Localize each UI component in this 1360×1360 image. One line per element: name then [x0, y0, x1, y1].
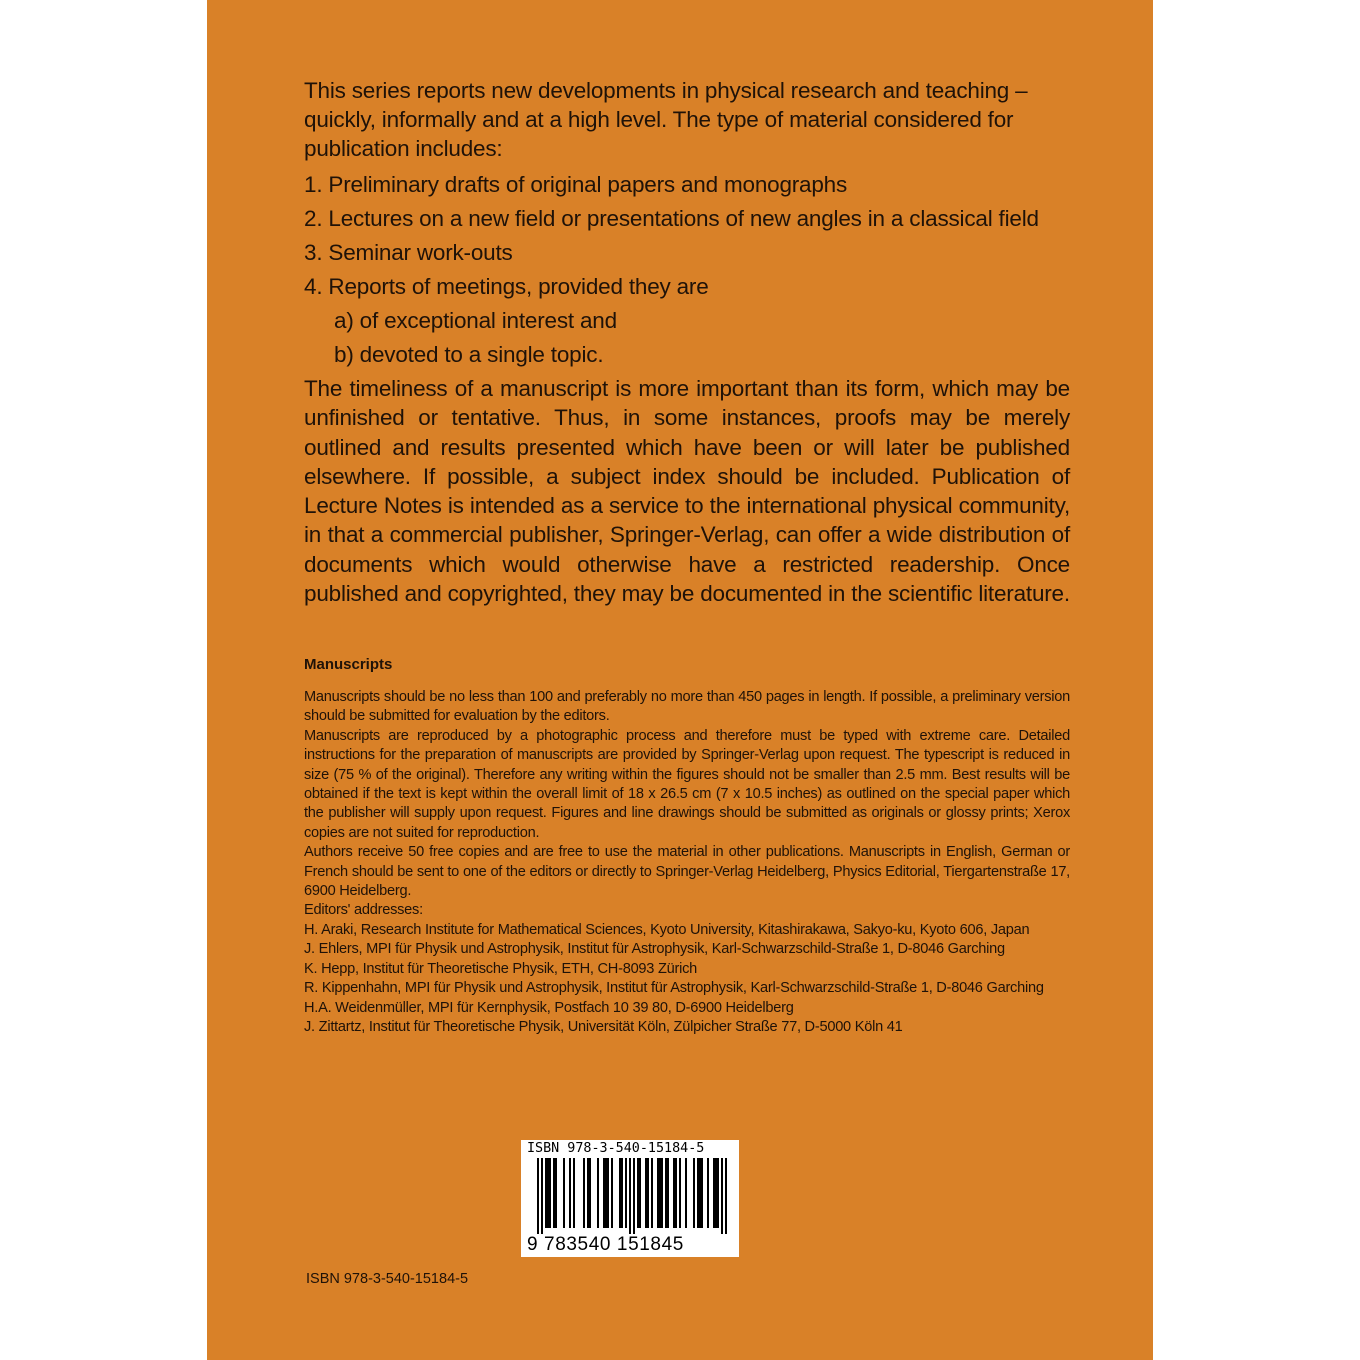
barcode-bar [605, 1158, 607, 1228]
editor-address: H. Araki, Research Institute for Mathematical Sciences, Kyoto University, Kitashirakawa, Sakyo-ku, Kyoto 606, Japan [304, 921, 1030, 938]
editor-address: R. Kippenhahn, MPI für Physik und Astrophysik, Institut für Astrophysik, Karl-Schwarzschild-Straße 1, D-8046 Garching [304, 980, 1044, 997]
barcode-bar [701, 1158, 703, 1228]
manuscripts-paragraph: Manuscripts are reproduced by a photographic process and therefore must be typed with extreme care. Detailed instructions for the preparation of manuscripts are provided by Springer-Verlag upon request. The typescript is reduced in size (75 % of the original). Therefore any writing within the figures should not be smaller than 2.5 mm. Best results will be obtained if the text is kept within the overall limit of 18 x 26.5 cm (7 x 10.5 inches) as outlined on the special paper which the publisher will supply upon request. Figures and line drawings should be submitted as originals or glossy prints; Xerox copies are not suited for reproduction. [304, 727, 1070, 841]
isbn-footer: ISBN 978-3-540-15184-5 [306, 1271, 469, 1287]
barcode-bar [553, 1158, 555, 1228]
manuscripts-paragraph: Authors receive 50 free copies and are free to use the material in other publications. Manuscripts in English, German or French should be sent to one of the editors or directly to Springer-Verlag Heidelberg, Physics Editorial, Tiergartenstraße 17, 6900 Heidelberg. [304, 844, 1070, 900]
barcode-bar [685, 1158, 687, 1228]
barcode-bar [541, 1158, 543, 1234]
barcode-bar [713, 1158, 715, 1228]
list-item: 3. Seminar work-outs [304, 240, 513, 265]
barcode-bar [589, 1158, 591, 1228]
barcode-bar [611, 1158, 613, 1228]
barcode-bar [547, 1158, 549, 1228]
barcode-bar [619, 1158, 621, 1228]
barcode-bar [725, 1158, 727, 1234]
editor-address: K. Hepp, Institut für Theoretische Physik, ETH, CH-8093 Zürich [304, 960, 698, 977]
barcode-bar [621, 1158, 623, 1228]
barcode-bar [647, 1158, 649, 1228]
barcode-bar [569, 1158, 571, 1228]
barcode-bar [549, 1158, 551, 1228]
barcode-bar [693, 1158, 695, 1228]
intro-paragraph: This series reports new developments in physical research and teaching – quickly, informally and at a high level. The type of material considered for publication includes: [304, 78, 1028, 161]
editor-address: J. Zittartz, Institut für Theoretische Physik, Universität Köln, Zülpicher Straße 77, D-5000 Köln 41 [304, 1018, 903, 1035]
barcode-bar [721, 1158, 723, 1234]
manuscripts-section [304, 688, 1070, 1037]
barcode-bar [629, 1158, 631, 1234]
barcode [521, 1140, 739, 1257]
barcode-bar [675, 1158, 677, 1228]
barcode-bar [633, 1158, 635, 1234]
manuscripts-paragraph: Manuscripts should be no less than 100 and preferably no more than 450 pages in length. If possible, a preliminary version should be submitted for evaluation by the editors. [304, 689, 1070, 725]
barcode-bar [583, 1158, 585, 1228]
barcode-bar [607, 1158, 609, 1228]
list-item: 1. Preliminary drafts of original papers and monographs [304, 172, 848, 197]
list-subitem: b) devoted to a single topic. [334, 342, 604, 367]
series-description [304, 76, 1070, 374]
barcode-bar [659, 1158, 661, 1228]
editor-address: H.A. Weidenmüller, MPI für Kernphysik, Postfach 10 39 80, D-6900 Heidelberg [304, 999, 794, 1016]
barcode-bar [603, 1158, 605, 1228]
barcode-bar [563, 1158, 565, 1228]
barcode-bar [715, 1158, 717, 1228]
barcode-bar [645, 1158, 647, 1228]
barcode-bar [657, 1158, 659, 1228]
barcode-bar [673, 1158, 675, 1228]
barcode-bar [661, 1158, 663, 1228]
barcode-bar [625, 1158, 627, 1228]
material-list [304, 170, 1070, 369]
barcode-bar [537, 1158, 539, 1234]
editors-heading: Editors' addresses: [304, 902, 423, 919]
barcode-bar [587, 1158, 589, 1228]
manuscripts-heading: Manuscripts [304, 656, 393, 673]
barcode-bar [665, 1158, 667, 1228]
barcode-bar [555, 1158, 557, 1228]
editor-address: J. Ehlers, MPI für Physik und Astrophysik, Institut für Astrophysik, Karl-Schwarzschild-Straße 1, D-8046 Garching [304, 941, 1005, 958]
barcode-ean-digits: 9 783540 151845 [527, 1234, 684, 1255]
barcode-bars [521, 1158, 739, 1236]
barcode-bar [697, 1158, 699, 1228]
list-item: 4. Reports of meetings, provided they are [304, 274, 709, 299]
barcode-bar [637, 1158, 639, 1228]
barcode-bar [667, 1158, 669, 1228]
barcode-bar [699, 1158, 701, 1228]
barcode-isbn-label: ISBN 978-3-540-15184-5 [527, 1141, 705, 1156]
barcode-bar [639, 1158, 641, 1228]
barcode-bar [597, 1158, 599, 1228]
barcode-bar [651, 1158, 653, 1228]
timeliness-paragraph: The timeliness of a manuscript is more important than its form, which may be unfinished or tentative. Thus, in some instances, proofs may be merely outlined and results presented which have been or will later be published elsewhere. If possible, a subject index should be included. Publication of Lecture Notes is intended as a service to the international physical community, in that a commercial publisher, Springer-Verlag, can offer a wide distribution of documents which would otherwise have a restricted readership. Once published and copyrighted, they may be documented in the scientific literature. [304, 376, 1070, 607]
barcode-bar [717, 1158, 719, 1228]
barcode-bar [573, 1158, 575, 1228]
barcode-bar [679, 1158, 681, 1228]
list-item: 2. Lectures on a new field or presentations of new angles in a classical field [304, 206, 1039, 231]
barcode-bar [545, 1158, 547, 1228]
list-subitem: a) of exceptional interest and [334, 308, 617, 333]
barcode-bar [707, 1158, 709, 1228]
